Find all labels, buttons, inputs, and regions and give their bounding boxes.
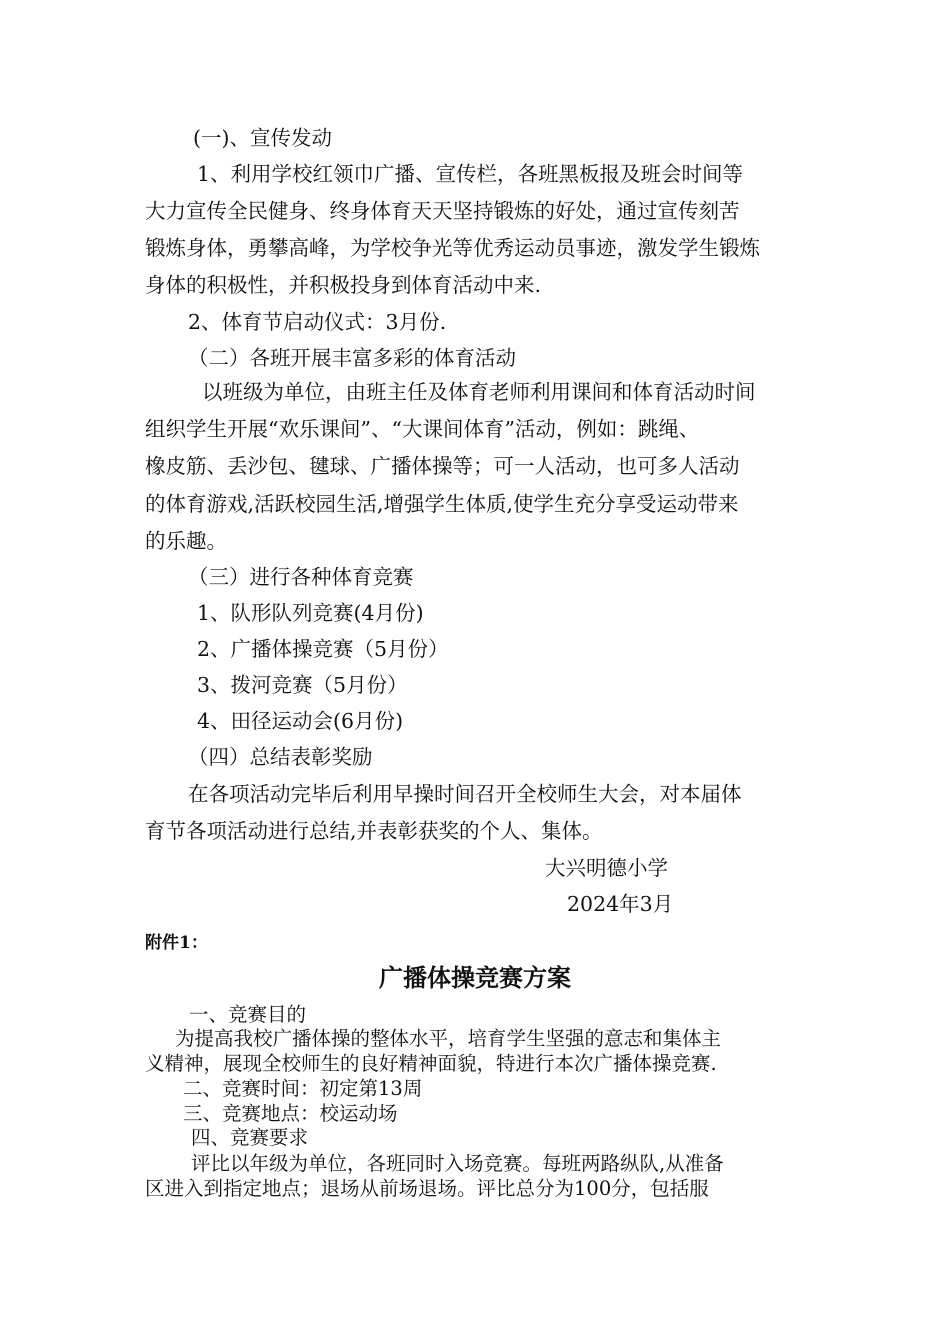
attachment-section-heading: 四、竞赛要求 [191, 1126, 309, 1149]
paragraph-line: 组织学生开展“欢乐课间”、“大课间体育”活动，例如：跳绳、 [145, 417, 700, 441]
paragraph-line: 评比以年级为单位，各班同时入场竞赛。每班两路纵队,从准备 [191, 1152, 724, 1175]
list-item: 2、广播体操竞赛（5月份） [197, 637, 449, 661]
paragraph-line: 2、体育节启动仪式：3月份. [188, 310, 447, 334]
paragraph-line: 1、利用学校红领巾广播、宣传栏，各班黑板报及班会时间等 [197, 162, 744, 186]
paragraph-line: 身体的积极性，并积极投身到体育活动中来. [145, 273, 542, 297]
paragraph-line: 橡皮筋、丢沙包、毽球、广播体操等；可一人活动，也可多人活动 [145, 454, 740, 478]
paragraph-line: 在各项活动完毕后利用早操时间召开全校师生大会，对本届体 [188, 782, 742, 806]
section-heading-1: (一)、宣传发动 [193, 126, 332, 150]
paragraph-line: 锻炼身体，勇攀高峰，为学校争光等优秀运动员事迹，激发学生锻炼 [145, 236, 760, 260]
attachment-section-heading: 一、竞赛目的 [189, 1003, 307, 1026]
list-item: 1、队形队列竞赛(4月份) [197, 601, 424, 625]
paragraph-line: 为提高我校广播体操的整体水平，培育学生坚强的意志和集体主 [175, 1027, 722, 1050]
paragraph-line: 大力宣传全民健身、终身体育天天坚持锻炼的好处，通过宣传刻苦 [145, 199, 740, 223]
paragraph-line: 区进入到指定地点；退场从前场退场。评比总分为100分，包括服 [145, 1177, 709, 1200]
attachment-label: 附件1： [145, 933, 208, 953]
signature-date: 2024年3月 [567, 892, 674, 916]
paragraph-line: 义精神，展现全校师生的良好精神面貌，特进行本次广播体操竞赛. [145, 1052, 717, 1075]
attachment-title: 广播体操竞赛方案 [379, 963, 571, 992]
section-heading-4: （四）总结表彰奖励 [188, 745, 373, 769]
section-heading-2: （二）各班开展丰富多彩的体育活动 [188, 346, 516, 370]
paragraph-line: 以班级为单位，由班主任及体育老师利用课间和体育活动时间 [202, 380, 756, 404]
section-heading-3: （三）进行各种体育竞赛 [188, 565, 414, 589]
signature-organization: 大兴明德小学 [545, 856, 668, 880]
paragraph-line: 的体育游戏,活跃校园生活,增强学生体质,使学生充分享受运动带来 [145, 492, 739, 516]
list-item: 4、田径运动会(6月份) [197, 709, 404, 733]
attachment-section-location: 三、竞赛地点：校运动场 [183, 1102, 398, 1125]
paragraph-line: 育节各项活动进行总结,并表彰获奖的个人、集体。 [145, 819, 603, 843]
paragraph-line: 的乐趣。 [145, 529, 227, 553]
list-item: 3、拨河竞赛（5月份） [197, 673, 408, 697]
attachment-section-time: 二、竞赛时间：初定第13周 [183, 1077, 423, 1100]
